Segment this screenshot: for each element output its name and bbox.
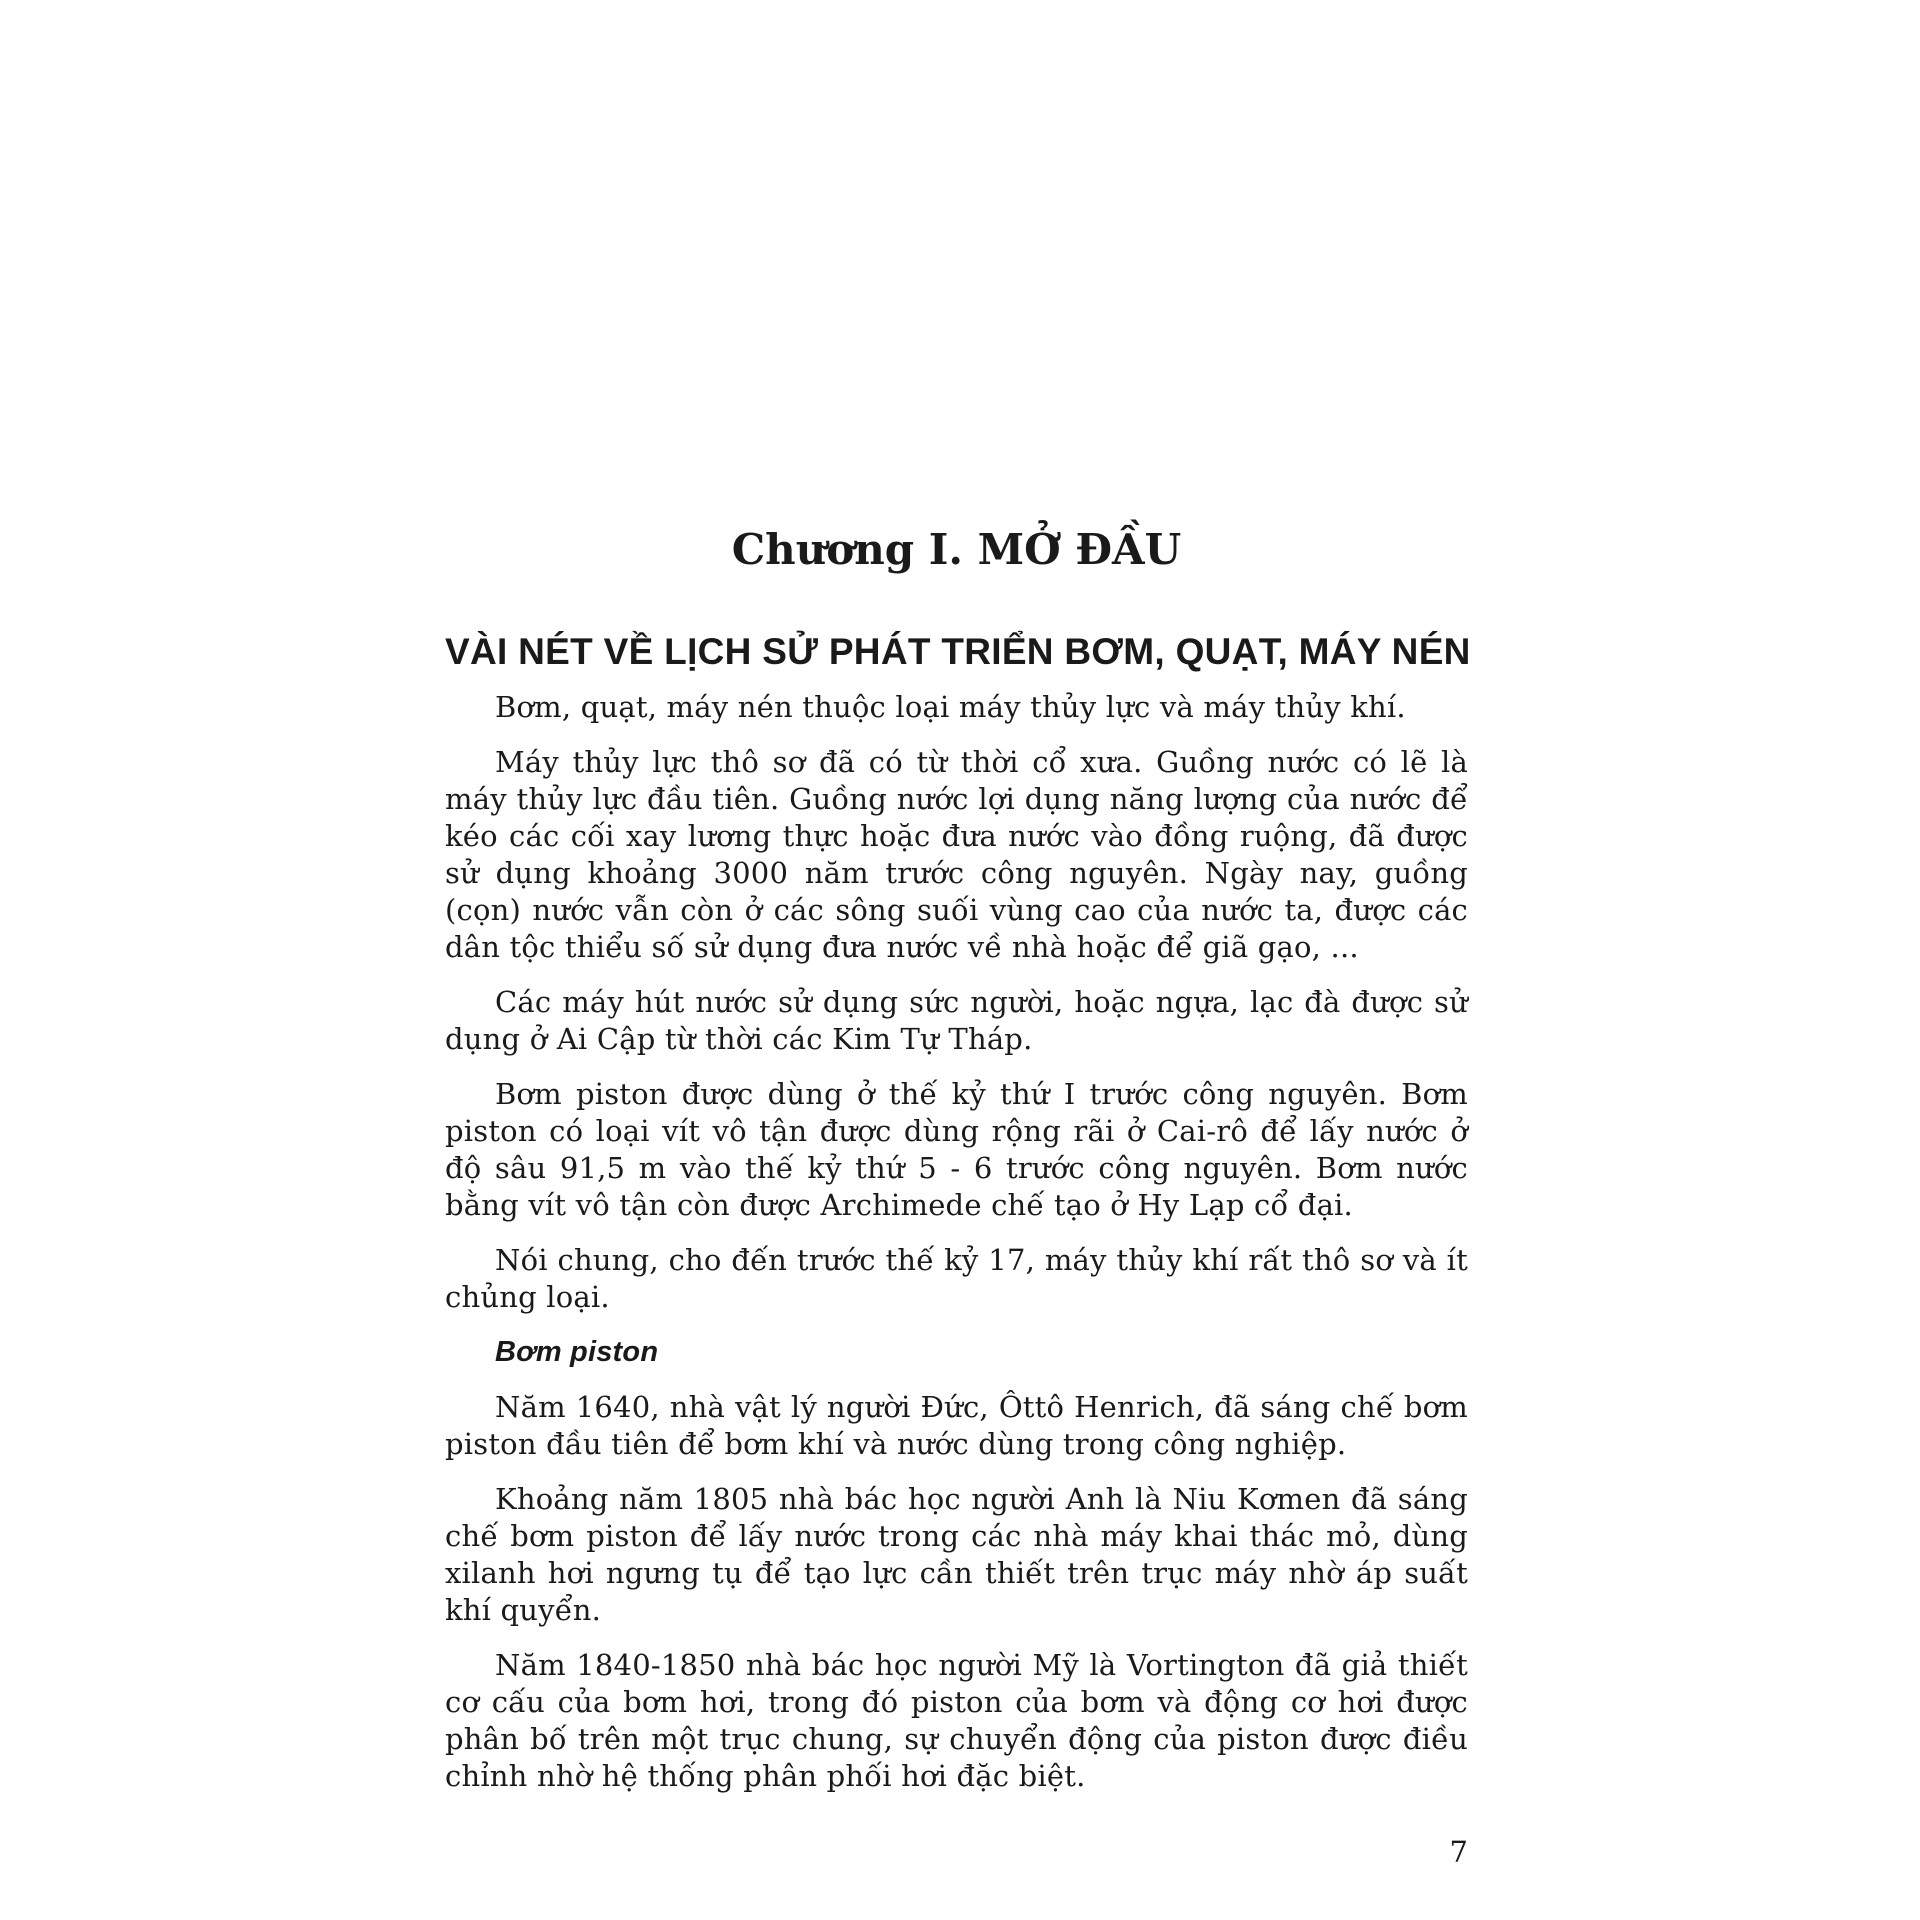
section-title: VÀI NÉT VỀ LỊCH SỬ PHÁT TRIỂN BƠM, QUẠT, MÁY NÉN [445,631,1471,672]
chapter-title: Chương I. MỞ ĐẦU [731,525,1182,574]
book-page [445,0,1471,1920]
paragraph: Bơm piston được dùng ở thế kỷ thứ I trước công nguyên. Bơm piston có loại vít vô tận được dùng rộng rãi ở Cai-rô để lấy nước ở độ sâu 91,5 m vào thế kỷ thứ 5 - 6 trước công nguyên. Bơm nước bằng vít vô tận còn được Archimede chế tạo ở Hy Lạp cổ đại. [445,1077,1468,1222]
paragraph: Năm 1640, nhà vật lý người Đức, Ôttô Henrich, đã sáng chế bơm piston đầu tiên để bơm khí và nước dùng trong công nghiệp. [445,1390,1468,1461]
paragraph: Các máy hút nước sử dụng sức người, hoặc ngựa, lạc đà được sử dụng ở Ai Cập từ thời các Kim Tự Tháp. [445,985,1468,1056]
paragraph: Nói chung, cho đến trước thế kỷ 17, máy thủy khí rất thô sơ và ít chủng loại. [445,1243,1468,1314]
paragraph: Năm 1840-1850 nhà bác học người Mỹ là Vortington đã giả thiết cơ cấu của bơm hơi, trong đó piston của bơm và động cơ hơi được phân bố trên một trục chung, sự chuyển động của piston được điều chỉnh nhờ hệ thống phân phối hơi đặc biệt. [445,1648,1468,1793]
paragraph: Khoảng năm 1805 nhà bác học người Anh là Niu Kơmen đã sáng chế bơm piston để lấy nước trong các nhà máy khai thác mỏ, dùng xilanh hơi ngưng tụ để tạo lực cần thiết trên trục máy nhờ áp suất khí quyển. [445,1482,1468,1627]
paragraph: Bơm, quạt, máy nén thuộc loại máy thủy lực và máy thủy khí. [495,690,1406,724]
page-number: 7 [1449,1835,1468,1869]
body-text [445,689,1468,1813]
paragraph: Máy thủy lực thô sơ đã có từ thời cổ xưa. Guồng nước có lẽ là máy thủy lực đầu tiên. Guồng nước lợi dụng năng lượng của nước để kéo các cối xay lương thực hoặc đưa nước vào đồng ruộng, đã được sử dụng khoảng 3000 năm trước công nguyên. Ngày nay, guồng (cọn) nước vẫn còn ở các sông suối vùng cao của nước ta, được các dân tộc thiểu số sử dụng đưa nước về nhà hoặc để giã gạo, ... [445,745,1468,964]
subheading: Bơm piston [495,1336,659,1368]
